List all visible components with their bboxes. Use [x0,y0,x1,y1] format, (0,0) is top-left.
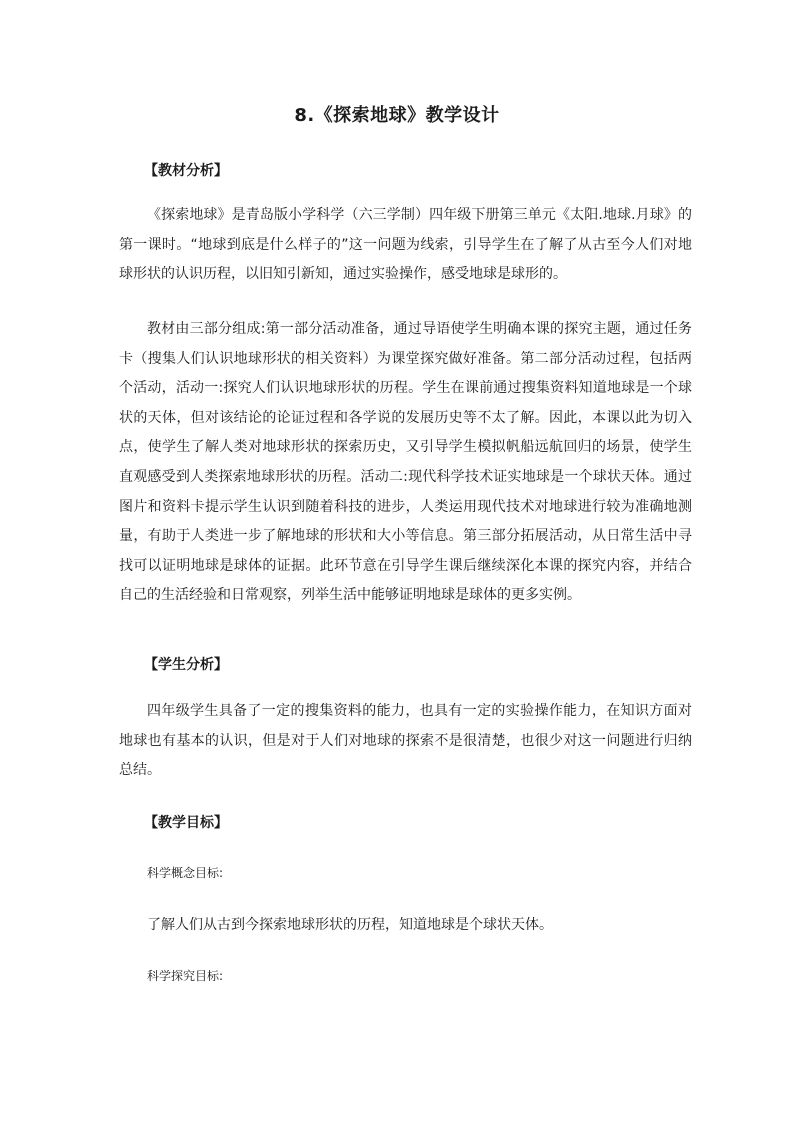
label-concept-goal: 科学概念目标: [147,866,224,880]
text-concept-goal: 了解人们从古到今探索地球形状的历程，知道地球是个球状天体。 [147,917,553,933]
paragraph-textbook-intro: 《探索地球》是青岛版小学科学（六三学制）四年级下册第三单元《太阳.地球.月球》的第一课时。“地球到底是什么样子的”这一问题为线索，引导学生在了解了从古至今人们对地球形状的认识历程，以旧知引新知，通过实验操作，感受地球是球形的。 [119,207,692,283]
paragraph-student-analysis: 四年级学生具备了一定的搜集资料的能力，也具有一定的实验操作能力，在知识方面对地球也有基本的认识，但是对于人们对地球的探索不是很清楚，也很少对这一问题进行归纳总结。 [119,703,692,779]
paragraph-textbook-structure: 教材由三部分组成:第一部分活动准备，通过导语使学生明确本课的探究主题，通过任务卡（搜集人们认识地球形状的相关资料）为课堂探究做好准备。第二部分活动过程，包括两个活动，活动一:探究人们认识地球形状的历程。学生在课前通过搜集资料知道地球是一个球状的天体，但对该结论的论证过程和各学说的发展历史等不太了解。因此，本课以此为切入点，使学生了解人类对地球形状的探索历史，又引导学生模拟帆船远航回归的场景，使学生直观感受到人类探索地球形状的历程。活动二:现代科学技术证实地球是一个球状天体。通过图片和资料卡提示学生认识到随着科技的进步，人类运用现代技术对地球进行较为准确地测量，有助于人类进一步了解地球的形状和大小等信息。第三部分拓展活动，从日常生活中寻找可以证明地球是球体的证据。此环节意在引导学生课后继续深化本课的探究内容，并结合自己的生活经验和日常观察，列举生活中能够证明地球是球体的更多实例。 [119,321,692,604]
label-inquiry-goal: 科学探究目标: [147,969,224,983]
heading-teaching-goals: 【教学目标】 [144,815,228,831]
heading-textbook-analysis: 【教材分析】 [144,163,228,179]
heading-student-analysis: 【学生分析】 [144,657,228,673]
document-title: 8.《探索地球》教学设计 [294,105,500,126]
